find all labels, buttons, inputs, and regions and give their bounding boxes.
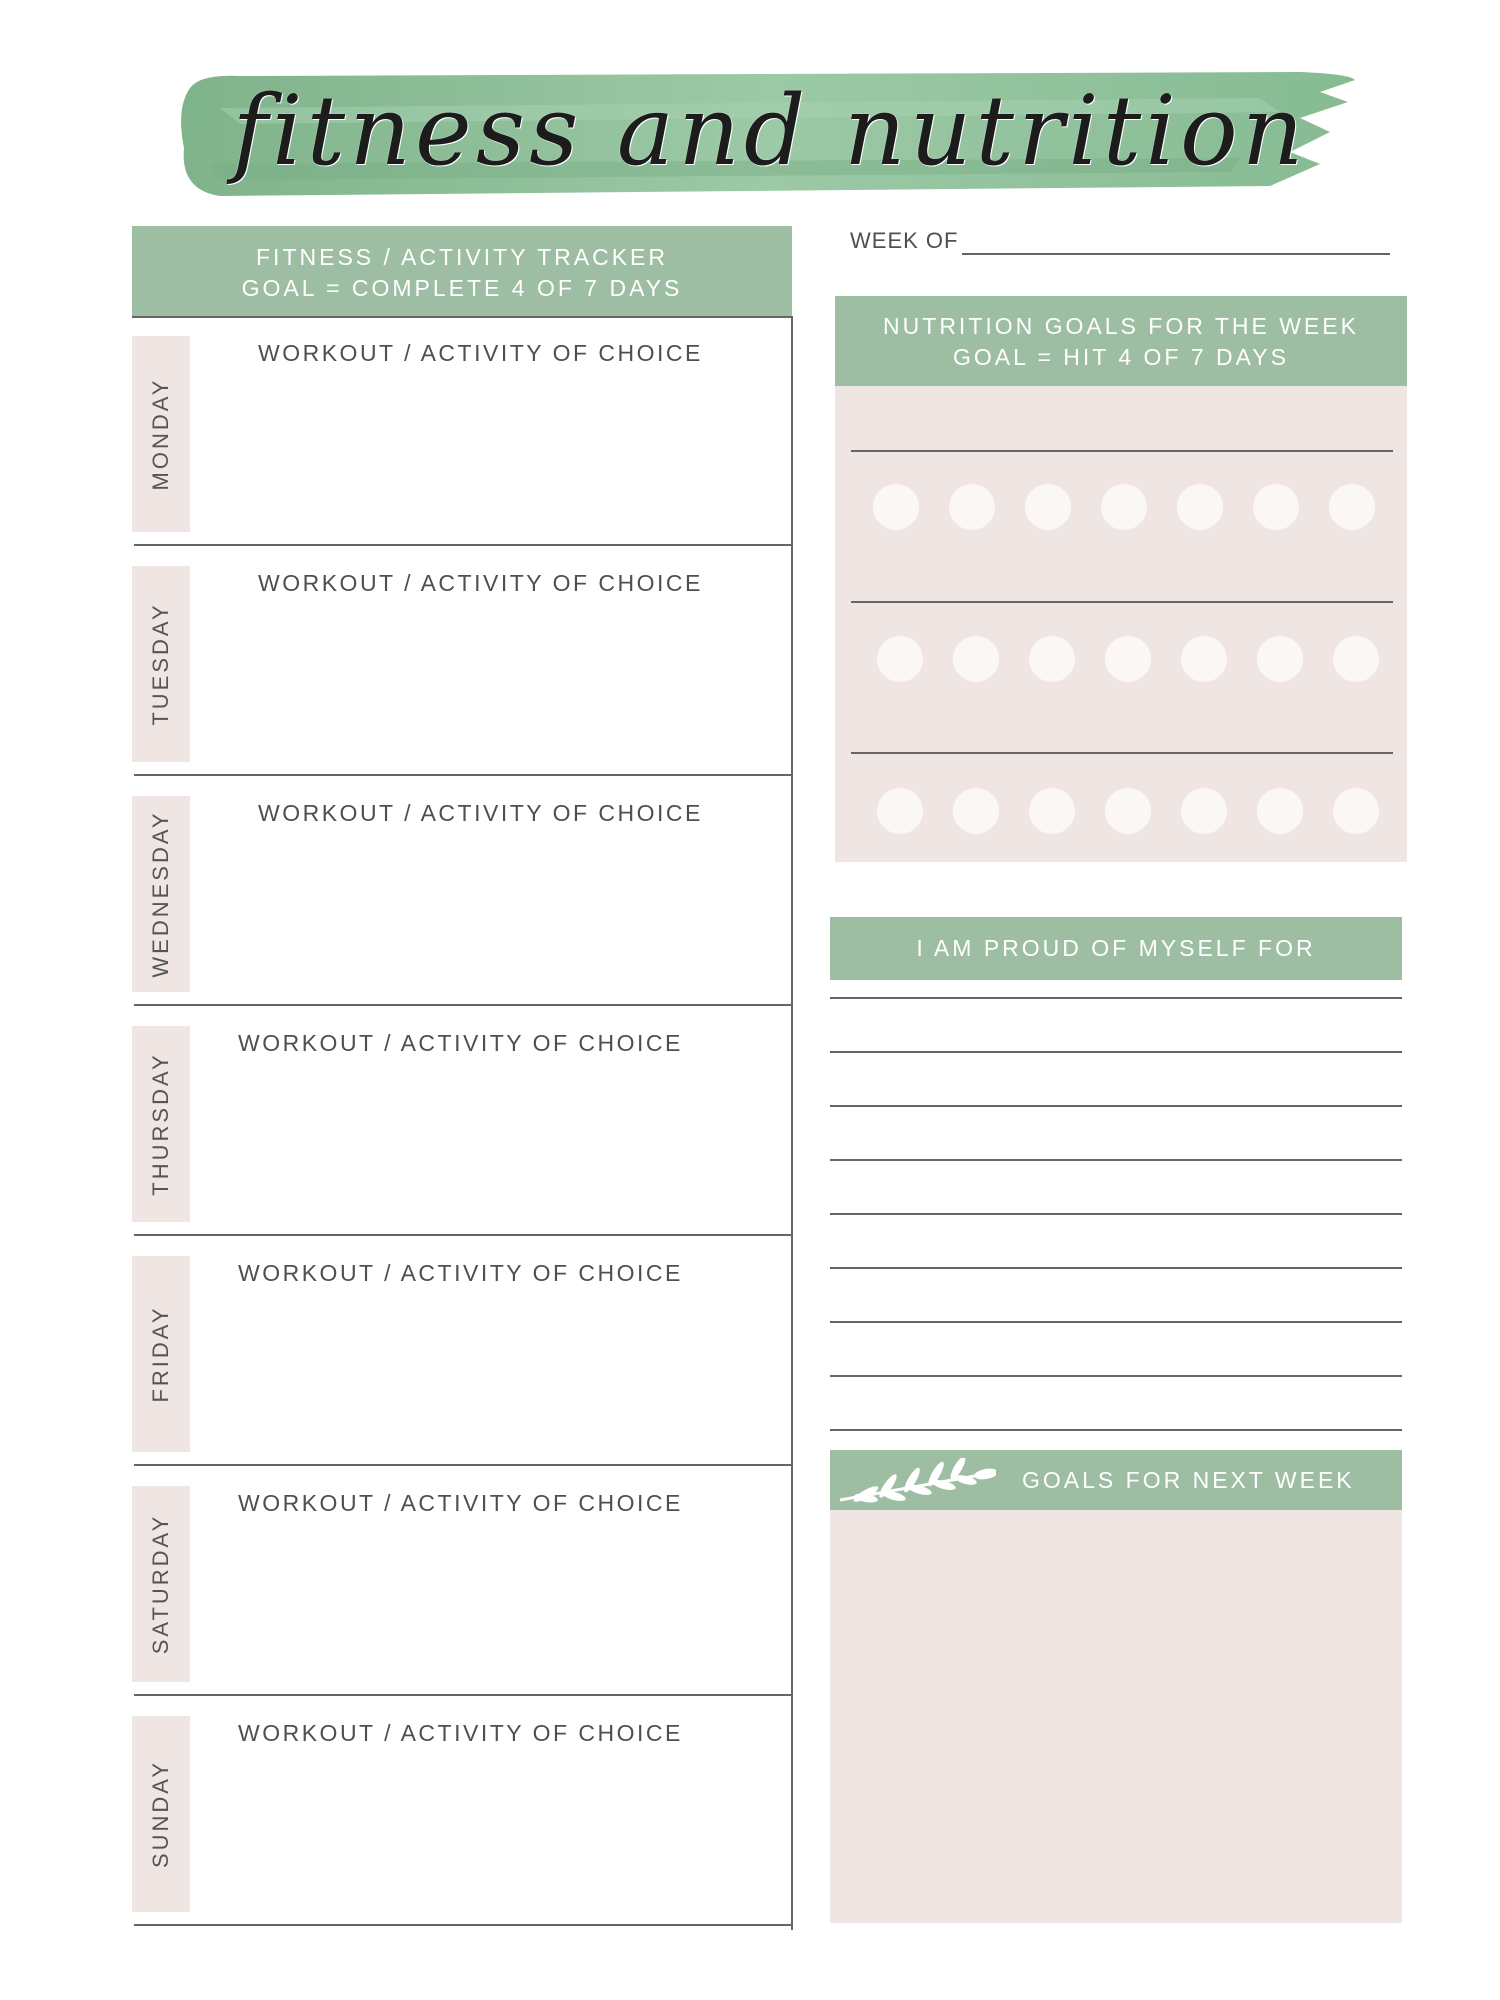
fitness-tracker-header xyxy=(132,226,792,316)
page-title: fitness and nutrition xyxy=(232,75,1308,187)
nutrition-goal-line[interactable] xyxy=(851,752,1393,754)
fitness-header-line2: GOAL = COMPLETE 4 OF 7 DAYS xyxy=(241,275,683,301)
day-label: SUNDAY xyxy=(148,1759,173,1869)
checkbox-dot[interactable] xyxy=(1029,788,1075,834)
workout-label: WORKOUT / ACTIVITY OF CHOICE xyxy=(258,800,703,826)
proud-writing-line[interactable] xyxy=(830,1051,1402,1053)
workout-label: WORKOUT / ACTIVITY OF CHOICE xyxy=(238,1260,683,1286)
checkbox-dot[interactable] xyxy=(1333,636,1379,682)
leaf-branch-icon xyxy=(836,1458,996,1504)
proud-writing-line[interactable] xyxy=(830,1267,1402,1269)
proud-header: I AM PROUD OF MYSELF FOR xyxy=(830,917,1402,980)
day-row-thursday xyxy=(132,1006,792,1236)
checkbox-dot[interactable] xyxy=(949,484,995,530)
day-label: TUESDAY xyxy=(148,602,173,726)
day-tab xyxy=(132,336,190,532)
workout-label: WORKOUT / ACTIVITY OF CHOICE xyxy=(238,1720,683,1746)
day-row-monday xyxy=(132,316,792,546)
workout-label: WORKOUT / ACTIVITY OF CHOICE xyxy=(238,1030,683,1056)
day-label: SATURDAY xyxy=(148,1513,173,1655)
nutrition-header-line1: NUTRITION GOALS FOR THE WEEK xyxy=(883,313,1359,339)
proud-writing-line[interactable] xyxy=(830,1213,1402,1215)
checkbox-dot[interactable] xyxy=(953,788,999,834)
day-label: MONDAY xyxy=(148,377,173,491)
day-tab xyxy=(132,1486,190,1682)
day-label: WEDNESDAY xyxy=(148,810,173,978)
checkbox-dot[interactable] xyxy=(953,636,999,682)
day-tab xyxy=(132,1256,190,1452)
nutrition-header xyxy=(835,296,1407,386)
checkbox-dot[interactable] xyxy=(877,788,923,834)
checkbox-dot[interactable] xyxy=(1105,788,1151,834)
proud-writing-line[interactable] xyxy=(830,1429,1402,1431)
workout-label: WORKOUT / ACTIVITY OF CHOICE xyxy=(258,340,703,366)
day-row-sunday xyxy=(132,1696,792,1926)
day-row-tuesday xyxy=(132,546,792,776)
checkbox-dot[interactable] xyxy=(1257,788,1303,834)
nutrition-goals-box xyxy=(835,296,1407,862)
title-banner xyxy=(180,68,1360,198)
checkbox-dot[interactable] xyxy=(1177,484,1223,530)
day-tab xyxy=(132,796,190,992)
goals-next-week-box[interactable] xyxy=(830,1450,1402,1923)
workout-label: WORKOUT / ACTIVITY OF CHOICE xyxy=(238,1490,683,1516)
checkbox-dot[interactable] xyxy=(1333,788,1379,834)
proud-writing-line[interactable] xyxy=(830,1375,1402,1377)
day-tab xyxy=(132,1026,190,1222)
checkbox-dot[interactable] xyxy=(1257,636,1303,682)
week-of-line[interactable] xyxy=(962,253,1390,255)
checkbox-dot[interactable] xyxy=(1101,484,1147,530)
checkbox-dot[interactable] xyxy=(1029,636,1075,682)
checkbox-dot[interactable] xyxy=(873,484,919,530)
goals-next-week-header xyxy=(830,1450,1402,1510)
week-of-label: WEEK OF xyxy=(850,228,959,253)
checkbox-dot[interactable] xyxy=(1181,788,1227,834)
nutrition-goal-line[interactable] xyxy=(851,450,1393,452)
proud-writing-line[interactable] xyxy=(830,997,1402,999)
checkbox-dot[interactable] xyxy=(1025,484,1071,530)
proud-writing-line[interactable] xyxy=(830,1159,1402,1161)
proud-writing-line[interactable] xyxy=(830,1105,1402,1107)
day-row-saturday xyxy=(132,1466,792,1696)
checkbox-dot[interactable] xyxy=(1253,484,1299,530)
row-divider xyxy=(134,1924,792,1926)
day-label: THURSDAY xyxy=(148,1052,173,1196)
day-tab xyxy=(132,1716,190,1912)
checkbox-dot[interactable] xyxy=(877,636,923,682)
checkbox-dot[interactable] xyxy=(1181,636,1227,682)
nutrition-goal-line[interactable] xyxy=(851,601,1393,603)
proud-writing-line[interactable] xyxy=(830,1321,1402,1323)
day-row-wednesday xyxy=(132,776,792,1006)
nutrition-header-line2: GOAL = HIT 4 OF 7 DAYS xyxy=(953,344,1289,370)
workout-label: WORKOUT / ACTIVITY OF CHOICE xyxy=(258,570,703,596)
checkbox-dot[interactable] xyxy=(1105,636,1151,682)
day-tab xyxy=(132,566,190,762)
day-row-friday xyxy=(132,1236,792,1466)
fitness-header-line1: FITNESS / ACTIVITY TRACKER xyxy=(256,244,668,270)
day-label: FRIDAY xyxy=(148,1305,173,1403)
checkbox-dot[interactable] xyxy=(1329,484,1375,530)
goals-next-week-title: GOALS FOR NEXT WEEK xyxy=(1022,1467,1355,1493)
